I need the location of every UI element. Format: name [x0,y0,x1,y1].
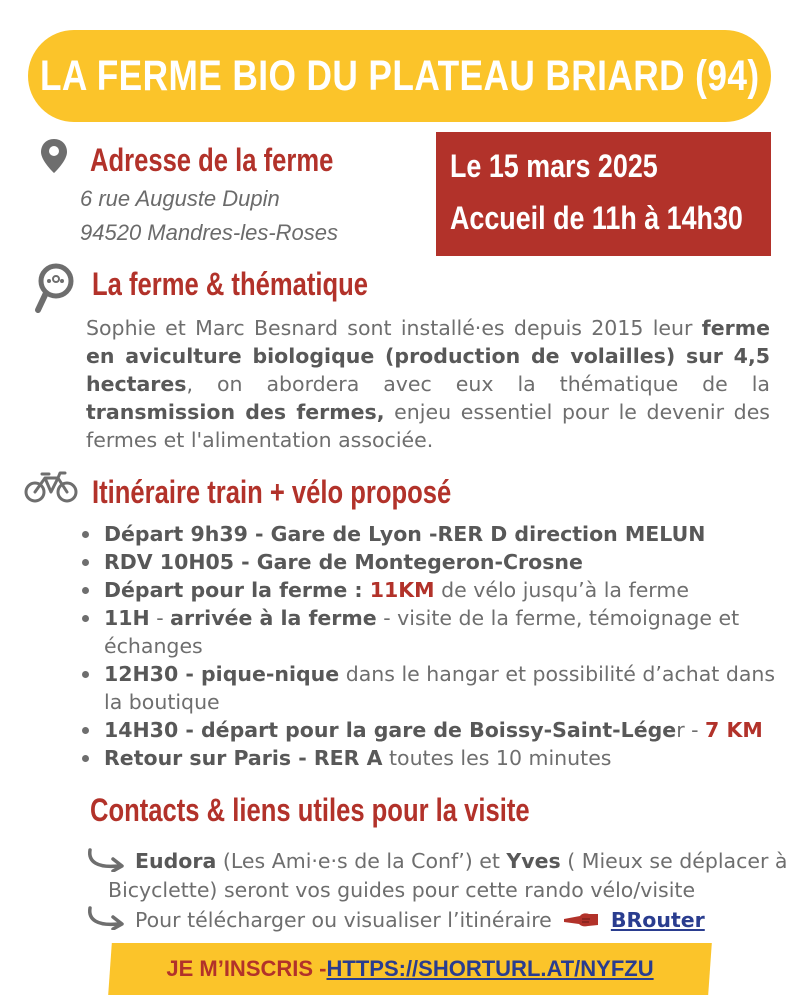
signup-label: JE M’INSCRIS - [166,956,327,981]
farm-text-bold-2: transmission des fermes, [86,400,385,424]
farm-heading: La ferme & thématique [92,266,368,302]
itinerary-list [80,520,780,772]
guide-name-2: Yves [506,849,561,873]
guide-name-1: Eudora [135,849,217,873]
contact-route-line [135,906,705,934]
item-bold: Retour sur Paris - RER A [104,746,383,770]
farm-description [86,314,770,454]
address-line-1: 6 rue Auguste Dupin [80,186,280,211]
list-item [80,576,780,604]
item-bold: 12H30 - pique-nique [104,662,340,686]
list-item [80,744,780,772]
item-bold: arrivée à la ferme [170,606,377,630]
item-text: r - [676,718,706,742]
farm-text-1: Sophie et Marc Besnard sont installé·es depuis 2015 leur [86,316,702,340]
farm-text-3: enjeu essentiel pour le devenir des fermes et l'alimentation associée. [86,400,770,452]
brouter-link[interactable]: BRouter [610,908,705,932]
item-bold: RDV 10H05 - Gare de Montegeron-Crosne [104,550,583,574]
item-bold: 14H30 - départ pour la gare de Boissy-Saint-Lége [104,718,677,742]
bicycle-icon [24,470,78,504]
title-banner [28,30,771,122]
item-distance: 11KM [369,578,435,602]
contacts-heading: Contacts & liens utiles pour la visite [90,792,530,828]
itinerary-heading: Itinéraire train + vélo proposé [92,474,452,510]
contact-text: (Les Ami·e·s de la Conf’) et [216,849,507,873]
event-hours: Accueil de 11h à 14h30 [450,200,743,236]
contact-text: ( Mieux se déplacer à [560,849,788,873]
item-text: dans le hangar et possibilité d’achat dans la boutique [104,662,776,714]
magnifier-icon [34,263,74,315]
item-bold: Départ pour la ferme : [104,578,370,602]
list-item [80,520,780,548]
contact-guides-line-1 [135,847,788,875]
pointing-hand-icon [562,910,600,930]
address-line-2: 94520 Mandres-les-Roses [80,220,339,245]
farm-text-bold-1: ferme en aviculture biologique (production de volailles) sur 4,5 hectares [86,316,770,396]
list-item [80,716,780,744]
curved-arrow-icon [86,904,128,930]
item-bold: 11H [104,606,150,630]
curved-arrow-icon [86,846,128,872]
date-box [436,132,771,256]
contact-guides-line-2: Bicyclette) seront vos guides pour cette rando vélo/visite [108,878,696,902]
item-text: - visite de la ferme, témoignage et échanges [104,606,740,658]
item-bold: Départ 9h39 - Gare de Lyon -RER D direction MELUN [104,522,706,546]
address-heading: Adresse de la ferme [90,142,334,178]
page-title: LA FERME BIO DU PLATEAU BRIARD (94) [39,51,760,100]
list-item [80,548,780,576]
contact-text: Pour télécharger ou visualiser l’itinéraire [135,908,559,932]
signup-link[interactable]: HTTPS://SHORTURL.AT/NYFZU [326,956,654,981]
farm-text-2: , on abordera avec eux la thématique de la [186,372,770,396]
map-pin-icon [40,138,68,174]
item-text: de vélo jusqu’à la ferme [434,578,689,602]
list-item [80,604,780,660]
event-date: Le 15 mars 2025 [450,148,658,184]
list-item [80,660,780,716]
item-text: - [149,606,171,630]
item-text: toutes les 10 minutes [382,746,612,770]
item-distance: 7 KM [705,718,763,742]
signup-banner [110,943,710,995]
